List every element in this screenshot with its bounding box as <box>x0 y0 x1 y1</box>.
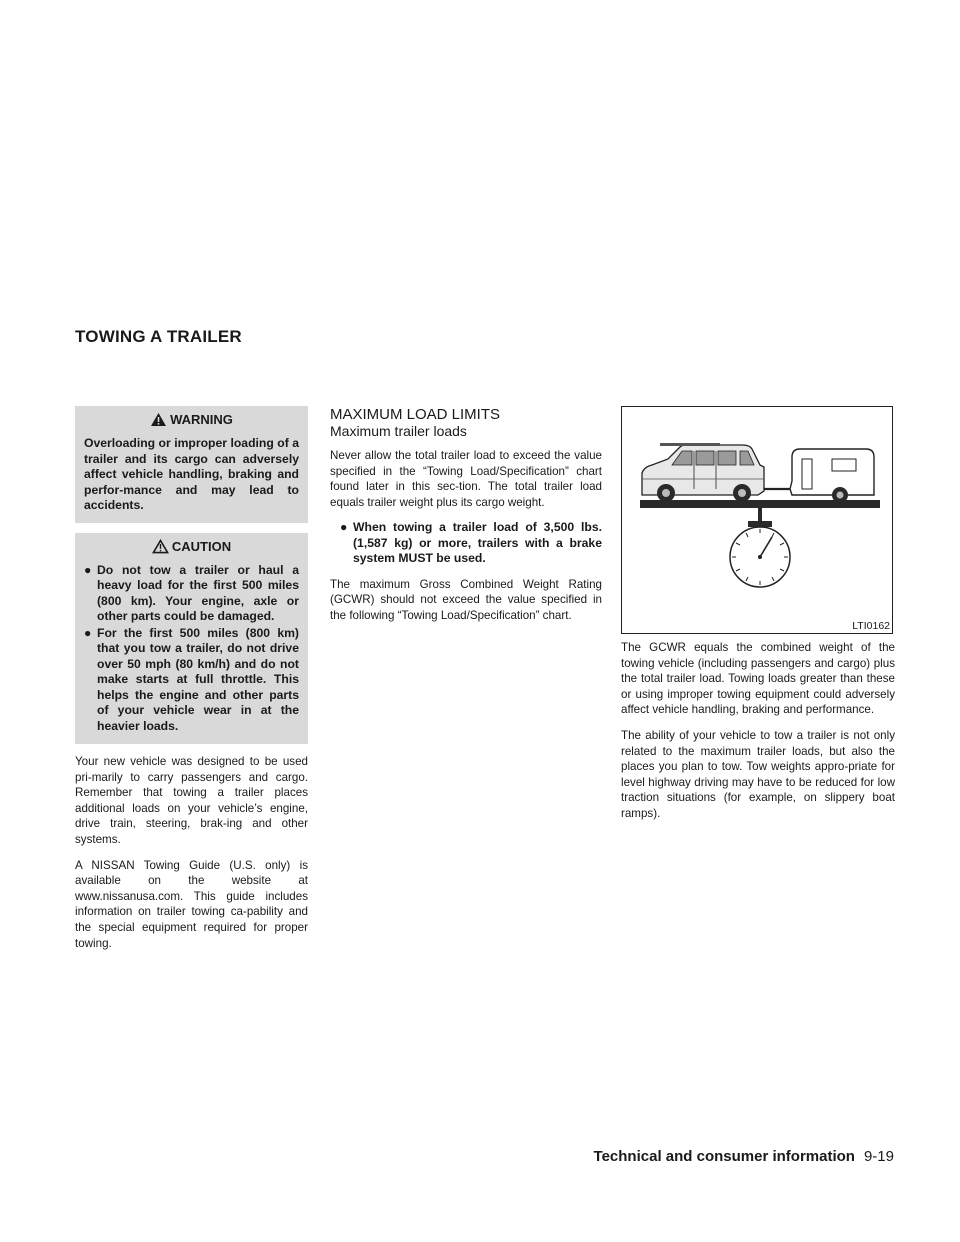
brake-requirement-item: ● When towing a trailer load of 3,500 lbs. (1,587 kg) or more, trailers with a brake system MUST be used. <box>340 520 602 566</box>
scale-dial-icon <box>730 527 790 587</box>
warning-text: Overloading or improper loading of a trailer and its cargo can adversely affect vehicle handling, braking and perfor-mance and may lead to accidents. <box>84 436 299 512</box>
trailer-icon <box>790 449 874 503</box>
warning-box <box>75 406 308 523</box>
page-footer <box>594 1148 894 1165</box>
suv-icon <box>642 443 764 502</box>
warning-triangle-icon <box>150 412 167 427</box>
bullet-icon: ● <box>84 562 92 577</box>
caution-item: ● For the first 500 miles (800 km) that you tow a trailer, do not drive over 50 mph (80 km/h) and do not make starts at full throttle. This helps the engine and other parts of your vehicle wear in at the heavier loads. <box>84 625 299 733</box>
bullet-icon: ● <box>84 625 92 640</box>
trailer-scale-figure <box>621 406 893 634</box>
caution-item: ● Do not tow a trailer or haul a heavy load for the first 500 miles (800 km). Your engine, axle or other parts could be damaged. <box>84 562 299 623</box>
trailer-on-scale-illustration <box>622 407 892 633</box>
max-trailer-loads-subheading: Maximum trailer loads <box>330 423 467 439</box>
caution-list <box>84 563 299 735</box>
caution-box <box>75 533 308 745</box>
caution-header <box>84 539 299 554</box>
intro-paragraph: Your new vehicle was designed to be used pri-marily to carry passengers and cargo. Remember that towing a trailer places additional loads on your vehicle’s engine, drive train, steering, brak-ing and other systems. <box>75 755 308 846</box>
max-load-heading: MAXIMUM LOAD LIMITS <box>330 406 501 423</box>
page-number: 9-19 <box>863 1148 894 1165</box>
column-right <box>621 406 895 832</box>
caution-triangle-icon <box>152 539 169 554</box>
gcwr-definition-paragraph: The GCWR equals the combined weight of the towing vehicle (including passengers and cargo) plus the total trailer load. Towing loads greater than these or using improper towing equipment could adversely affect vehicle handling, braking and performance. <box>621 641 895 717</box>
caution-label: CAUTION <box>171 538 232 554</box>
brake-requirement-list <box>340 520 602 567</box>
figure-code: LTI0162 <box>852 620 890 632</box>
max-load-paragraph: Never allow the total trailer load to exceed the value specified in the “Towing Load/Specification” chart found later in this sec-tion. The total trailer load equals trailer weight plus its cargo weight. <box>330 449 602 509</box>
warning-header <box>84 412 299 427</box>
tow-ability-paragraph: The ability of your vehicle to tow a trailer is not only related to the maximum trailer loads, but also the places you plan to tow. Tow weights appro-priate for level highway driving may have to be reduced for low traction situations (for example, on slippery boat ramps). <box>621 728 895 820</box>
section-title: TOWING A TRAILER <box>75 327 242 346</box>
column-middle <box>330 406 602 634</box>
column-left <box>75 406 308 961</box>
footer-section-label: Technical and consumer information <box>593 1148 855 1165</box>
gcwr-paragraph: The maximum Gross Combined Weight Rating (GCWR) should not exceed the value specified in the following “Towing Load/Specification” chart. <box>330 577 602 623</box>
towing-guide-paragraph: A NISSAN Towing Guide (U.S. only) is available on the website at www.nissanusa.com. This guide includes information on trailer towing ca-pability and the special equipment required for proper towing. <box>75 858 308 950</box>
bullet-icon: ● <box>340 520 348 535</box>
warning-label: WARNING <box>170 412 233 427</box>
